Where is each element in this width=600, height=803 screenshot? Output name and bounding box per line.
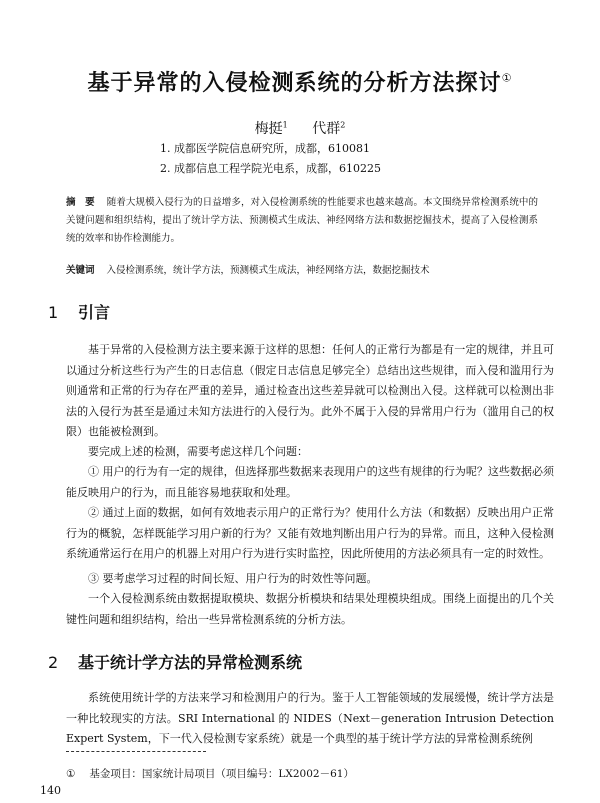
footnote: [66, 766, 354, 781]
author-affil-mark: 1: [282, 120, 288, 130]
footnote-text: 基金项目：国家统计局项目（项目编号：LX2002－61）: [89, 768, 354, 780]
paragraph: 一个入侵检测系统由数据提取模块、数据分析模块和结果处理模块组成。围绕上面提出的几个关键性问题和组织结构，给出一些异常检测系统的分析方法。: [66, 592, 554, 626]
paragraph: 系统使用统计学的方法来学习和检测用户的行为。鉴于人工智能领域的发展缓慢，统计学方法是一种比较现实的方法。SRI International 的 NIDES（Next－generation Intrusion Detection Expert System，下一代入侵检测专家系统）就是一个典型的基于统计学方法的异常检测系统例: [66, 691, 554, 745]
title-text: 基于异常的入侵检测系统的分析方法探讨: [87, 71, 502, 96]
author: [312, 121, 345, 137]
keywords: [66, 262, 538, 280]
section-heading-1: [48, 300, 110, 323]
keywords-label: 关键词: [66, 265, 95, 276]
footnote-divider: [66, 751, 206, 752]
abstract-label: 摘 要: [66, 197, 95, 208]
paragraph: 基于异常的入侵检测方法主要来源于这样的思想：任何人的正常行为都是有一定的规律，并且可以通过分析这些行为产生的日志信息（假定日志信息足够完全）总结出这些规律，而入侵和滥用行为则通常和正常的行为存在严重的差异，通过检查出这些差异就可以检测出入侵。这样就可以检测出非法的入侵行为甚至是通过未知方法进行的入侵行为。此外不属于入侵的异常用户行为（滥用自己的权限）也能被检测到。: [66, 343, 554, 438]
author-name: 代群: [312, 121, 341, 137]
abstract-text: 随着大规模入侵行为的日益增多，对入侵检测系统的性能要求也越来越高。本文围绕异常检测系统中的关键问题和组织结构，提出了统计学方法、预测模式生成法、神经网络方法和数据挖掘技术，提高了入侵检测系统的效率和协作检测能力。: [66, 197, 538, 244]
affiliation-1: 1. 成都医学院信息研究所，成都，610081: [160, 142, 370, 155]
keywords-text: 入侵检测系统，统计学方法，预测模式生成法，神经网络方法，数据挖掘技术: [106, 265, 430, 276]
paragraph: ① 用户的行为有一定的规律，但选择那些数据来表现用户的这些有规律的行为呢？这些数据必须能反映用户的行为，而且能容易地获取和处理。: [66, 465, 554, 499]
author-list: [0, 118, 600, 138]
section-title: 引言: [78, 303, 111, 322]
section-title: 基于统计学方法的异常检测系统: [78, 653, 303, 672]
author-affil-mark: 2: [340, 120, 346, 130]
section-number: 2: [48, 653, 59, 672]
abstract: [66, 194, 538, 248]
author-name: 梅挺: [254, 121, 283, 137]
author: [255, 121, 288, 137]
title-footnote-mark: ①: [501, 71, 513, 85]
section-number: 1: [48, 303, 59, 322]
section-heading-2: [48, 650, 302, 673]
paragraph: ③ 要考虑学习过程的时间长短、用户行为的时效性等问题。: [88, 572, 378, 585]
paper-title: [40, 66, 560, 97]
footnote-mark: ①: [66, 768, 76, 780]
page-number: 140: [40, 784, 61, 797]
affiliation-2: 2. 成都信息工程学院光电系，成都，610225: [160, 162, 381, 175]
paragraph: ② 通过上面的数据，如何有效地表示用户的正常行为？使用什么方法（和数据）反映出用户正常行为的概貌，怎样既能学习用户新的行为？又能有效地判断出用户行为的异常。而且，这种入侵检测系统通常运行在用户的机器上对用户行为进行实时监控，因此所使用的方法必须具有一定的时效性。: [66, 506, 554, 560]
paragraph: 要完成上述的检测，需要考虑这样几个问题：: [88, 445, 308, 458]
